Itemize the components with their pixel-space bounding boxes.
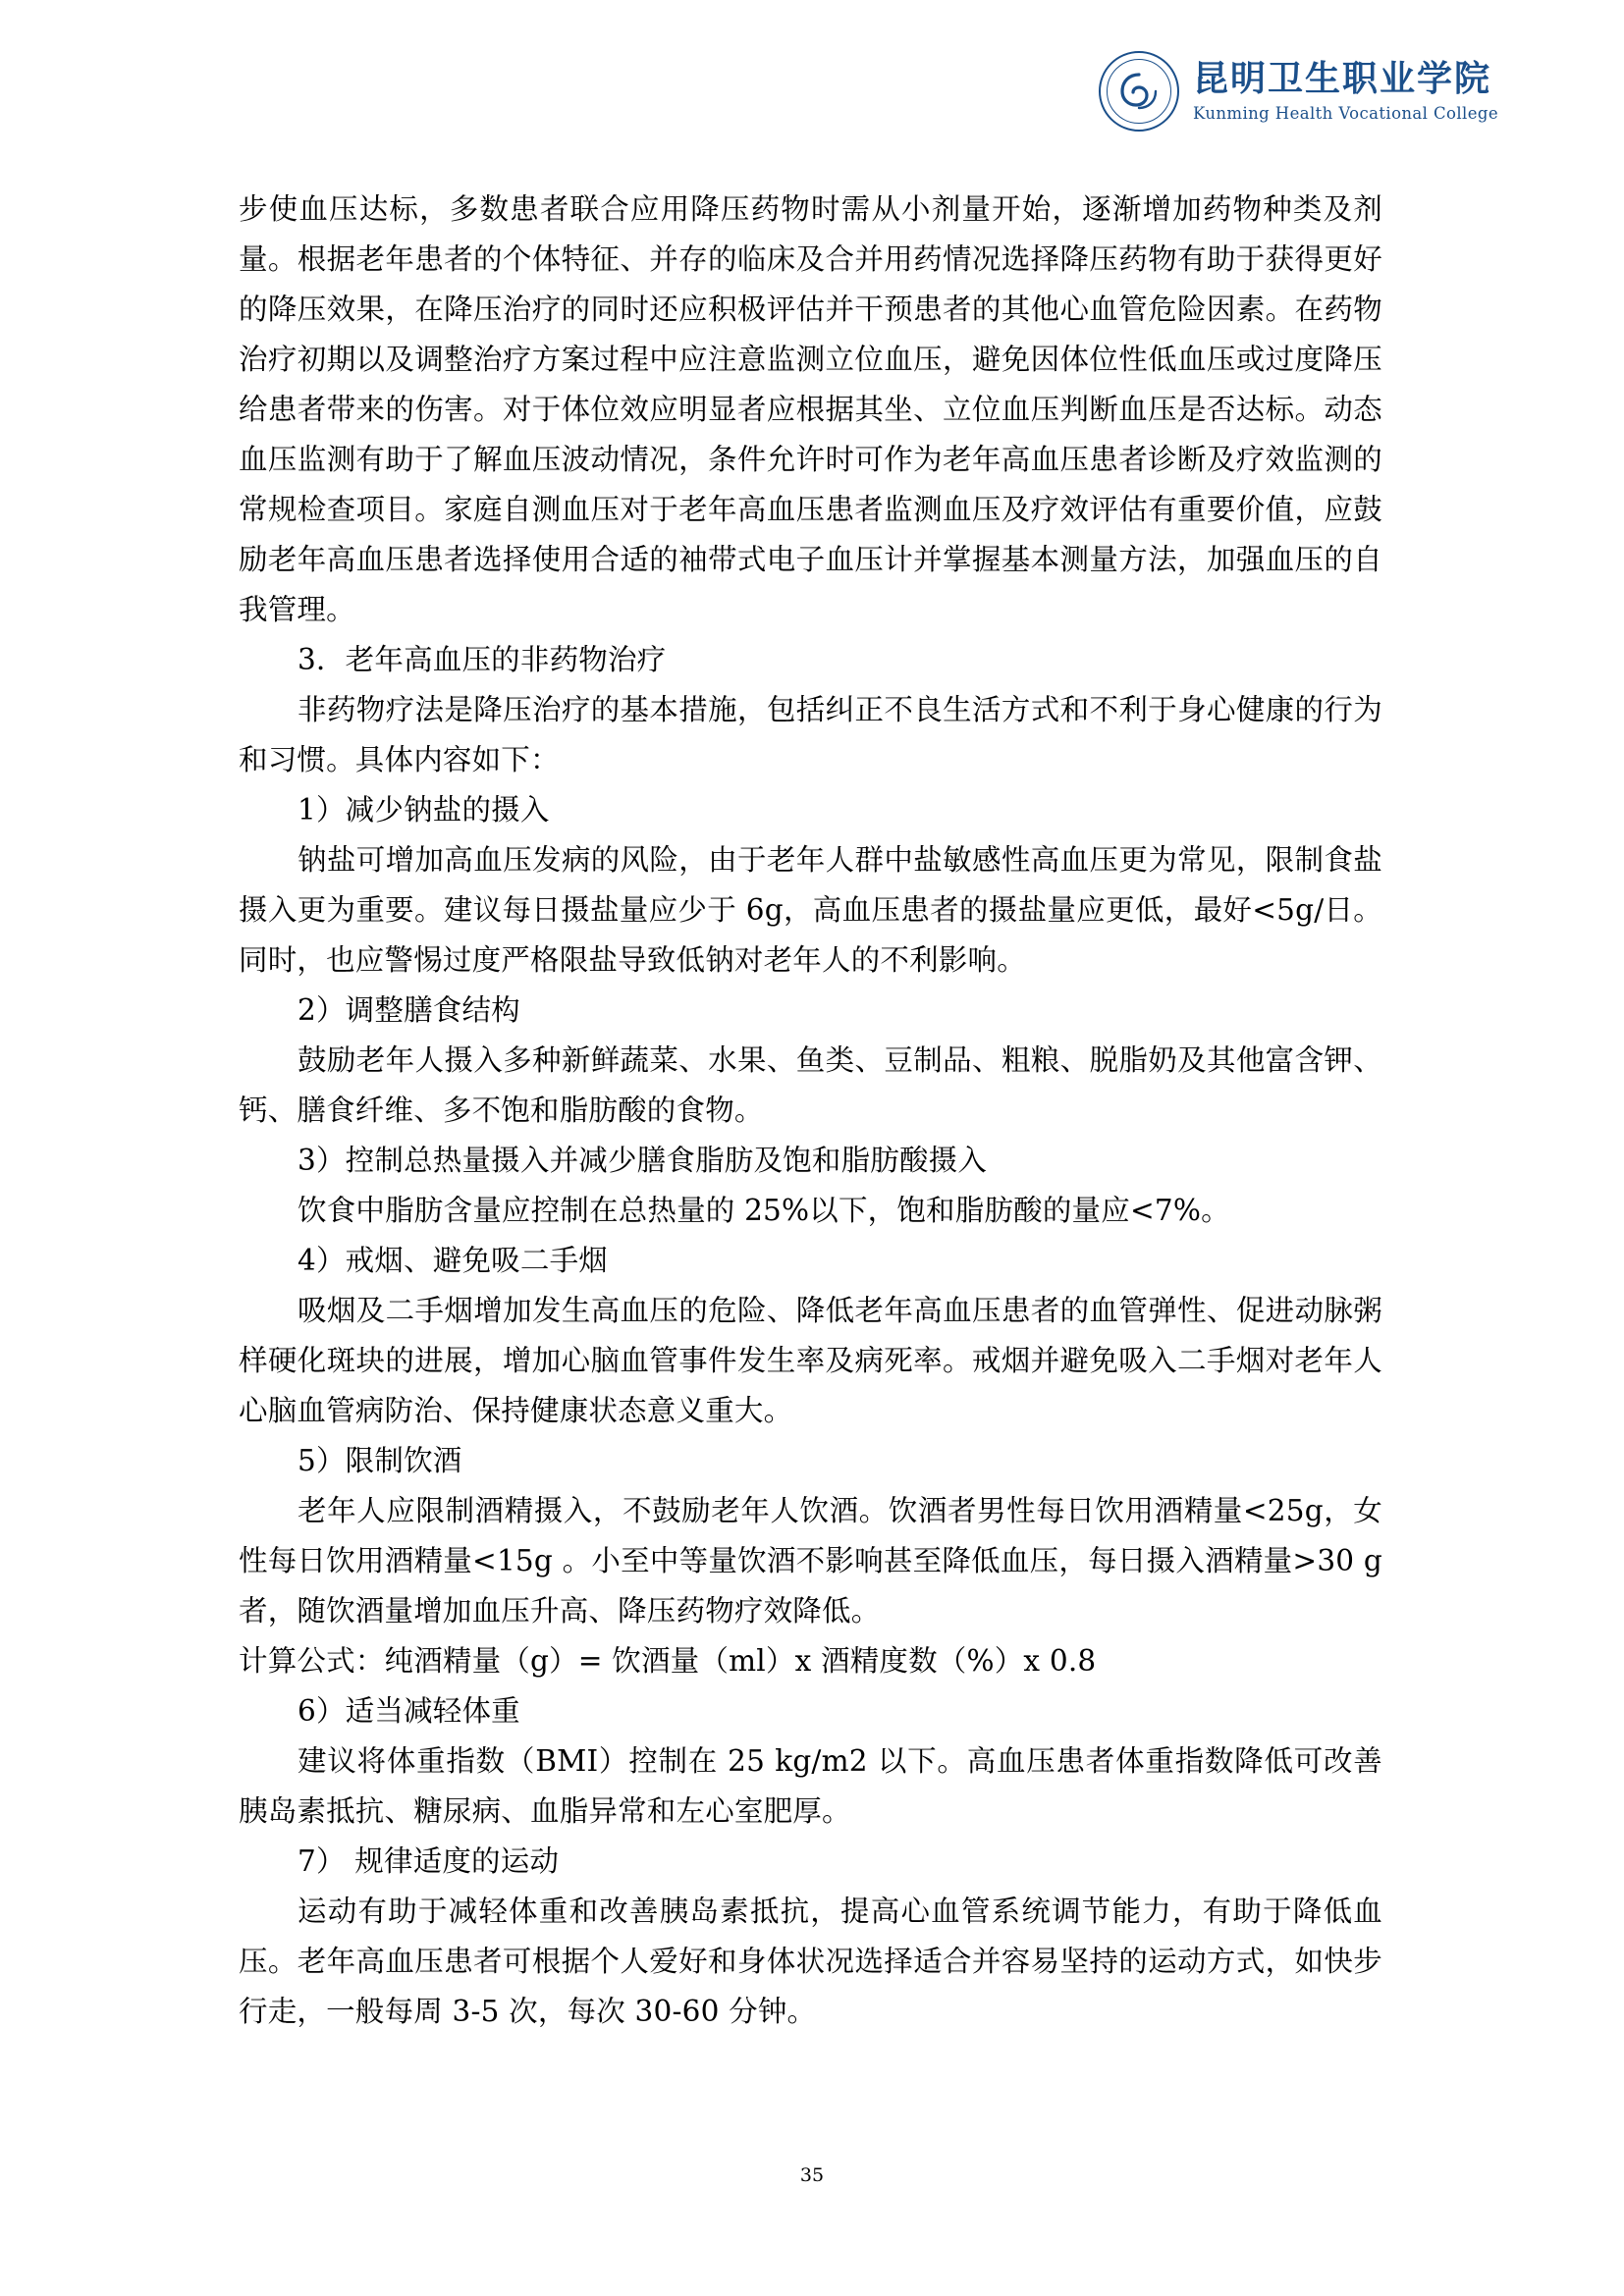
seal-swirl-icon <box>1118 71 1160 112</box>
paragraph: 2）调整膳食结构 <box>298 993 520 1027</box>
college-logo-header <box>1099 51 1498 132</box>
paragraph: 4）戒烟、避免吸二手烟 <box>298 1244 608 1277</box>
paragraph: 饮食中脂肪含量应控制在总热量的 25%以下，饱和脂肪酸的量应<7%。 <box>298 1194 1230 1227</box>
paragraph: 钠盐可增加高血压发病的风险，由于老年人群中盐敏感性高血压更为常见，限制食盐摄入更为重要。建议每日摄盐量应少于 6g，高血压患者的摄盐量应更低，最好<5g/日。同时，也应警惕过度严格限盐导致低钠对老年人的不利影响。 <box>239 843 1382 977</box>
paragraph: 计算公式：纯酒精量（g）= 饮酒量（ml）x 酒精度数（%）x 0.8 <box>239 1644 1097 1678</box>
college-name-en: Kunming Health Vocational College <box>1193 103 1498 123</box>
paragraph: 7） 规律适度的运动 <box>298 1844 560 1878</box>
paragraph: 3．老年高血压的非药物治疗 <box>298 643 667 676</box>
paragraph: 1）减少钠盐的摄入 <box>298 793 550 827</box>
college-seal-icon <box>1099 51 1179 132</box>
paragraph: 吸烟及二手烟增加发生高血压的危险、降低老年高血压患者的血管弹性、促进动脉粥样硬化斑块的进展，增加心脑血管事件发生率及病死率。戒烟并避免吸入二手烟对老年人心脑血管病防治、保持健康状态意义重大。 <box>239 1294 1382 1427</box>
paragraph: 5）限制饮酒 <box>298 1444 462 1477</box>
paragraph: 老年人应限制酒精摄入，不鼓励老年人饮酒。饮酒者男性每日饮用酒精量<25g，女性每日饮用酒精量<15g 。小至中等量饮酒不影响甚至降低血压，每日摄入酒精量>30 g 者，随饮酒量增加血压升高、降压药物疗效降低。 <box>239 1494 1382 1628</box>
college-name-cn: 昆明卫生职业学院 <box>1193 58 1492 100</box>
paragraph: 6）适当减轻体重 <box>298 1694 520 1728</box>
paragraph: 步使血压达标，多数患者联合应用降压药物时需从小剂量开始，逐渐增加药物种类及剂量。根据老年患者的个体特征、并存的临床及合并用药情况选择降压药物有助于获得更好的降压效果，在降压治疗的同时还应积极评估并干预患者的其他心血管危险因素。在药物治疗初期以及调整治疗方案过程中应注意监测立位血压，避免因体位性低血压或过度降压给患者带来的伤害。对于体位效应明显者应根据其坐、立位血压判断血压是否达标。动态血压监测有助于了解血压波动情况，条件允许时可作为老年高血压患者诊断及疗效监测的常规检查项目。家庭自测血压对于老年高血压患者监测血压及疗效评估有重要价值，应鼓励老年高血压患者选择使用合适的袖带式电子血压计并掌握基本测量方法，加强血压的自我管理。 <box>239 192 1382 626</box>
page-number: 35 <box>799 2164 825 2186</box>
paragraph: 建议将体重指数（BMI）控制在 25 kg/m2 以下。高血压患者体重指数降低可改善胰岛素抵抗、糖尿病、血脂异常和左心室肥厚。 <box>239 1744 1382 1828</box>
paragraph: 非药物疗法是降压治疗的基本措施，包括纠正不良生活方式和不利于身心健康的行为和习惯。具体内容如下： <box>239 693 1382 776</box>
document-body <box>239 185 1382 2037</box>
paragraph: 鼓励老年人摄入多种新鲜蔬菜、水果、鱼类、豆制品、粗粮、脱脂奶及其他富含钾、钙、膳食纤维、多不饱和脂肪酸的食物。 <box>239 1043 1382 1127</box>
paragraph: 运动有助于减轻体重和改善胰岛素抵抗，提高心血管系统调节能力，有助于降低血压。老年高血压患者可根据个人爱好和身体状况选择适合并容易坚持的运动方式，如快步行走，一般每周 3-5 次，每次 30-60 分钟。 <box>239 1895 1382 2028</box>
paragraph: 3）控制总热量摄入并减少膳食脂肪及饱和脂肪酸摄入 <box>298 1144 988 1177</box>
college-name-block <box>1193 60 1498 123</box>
